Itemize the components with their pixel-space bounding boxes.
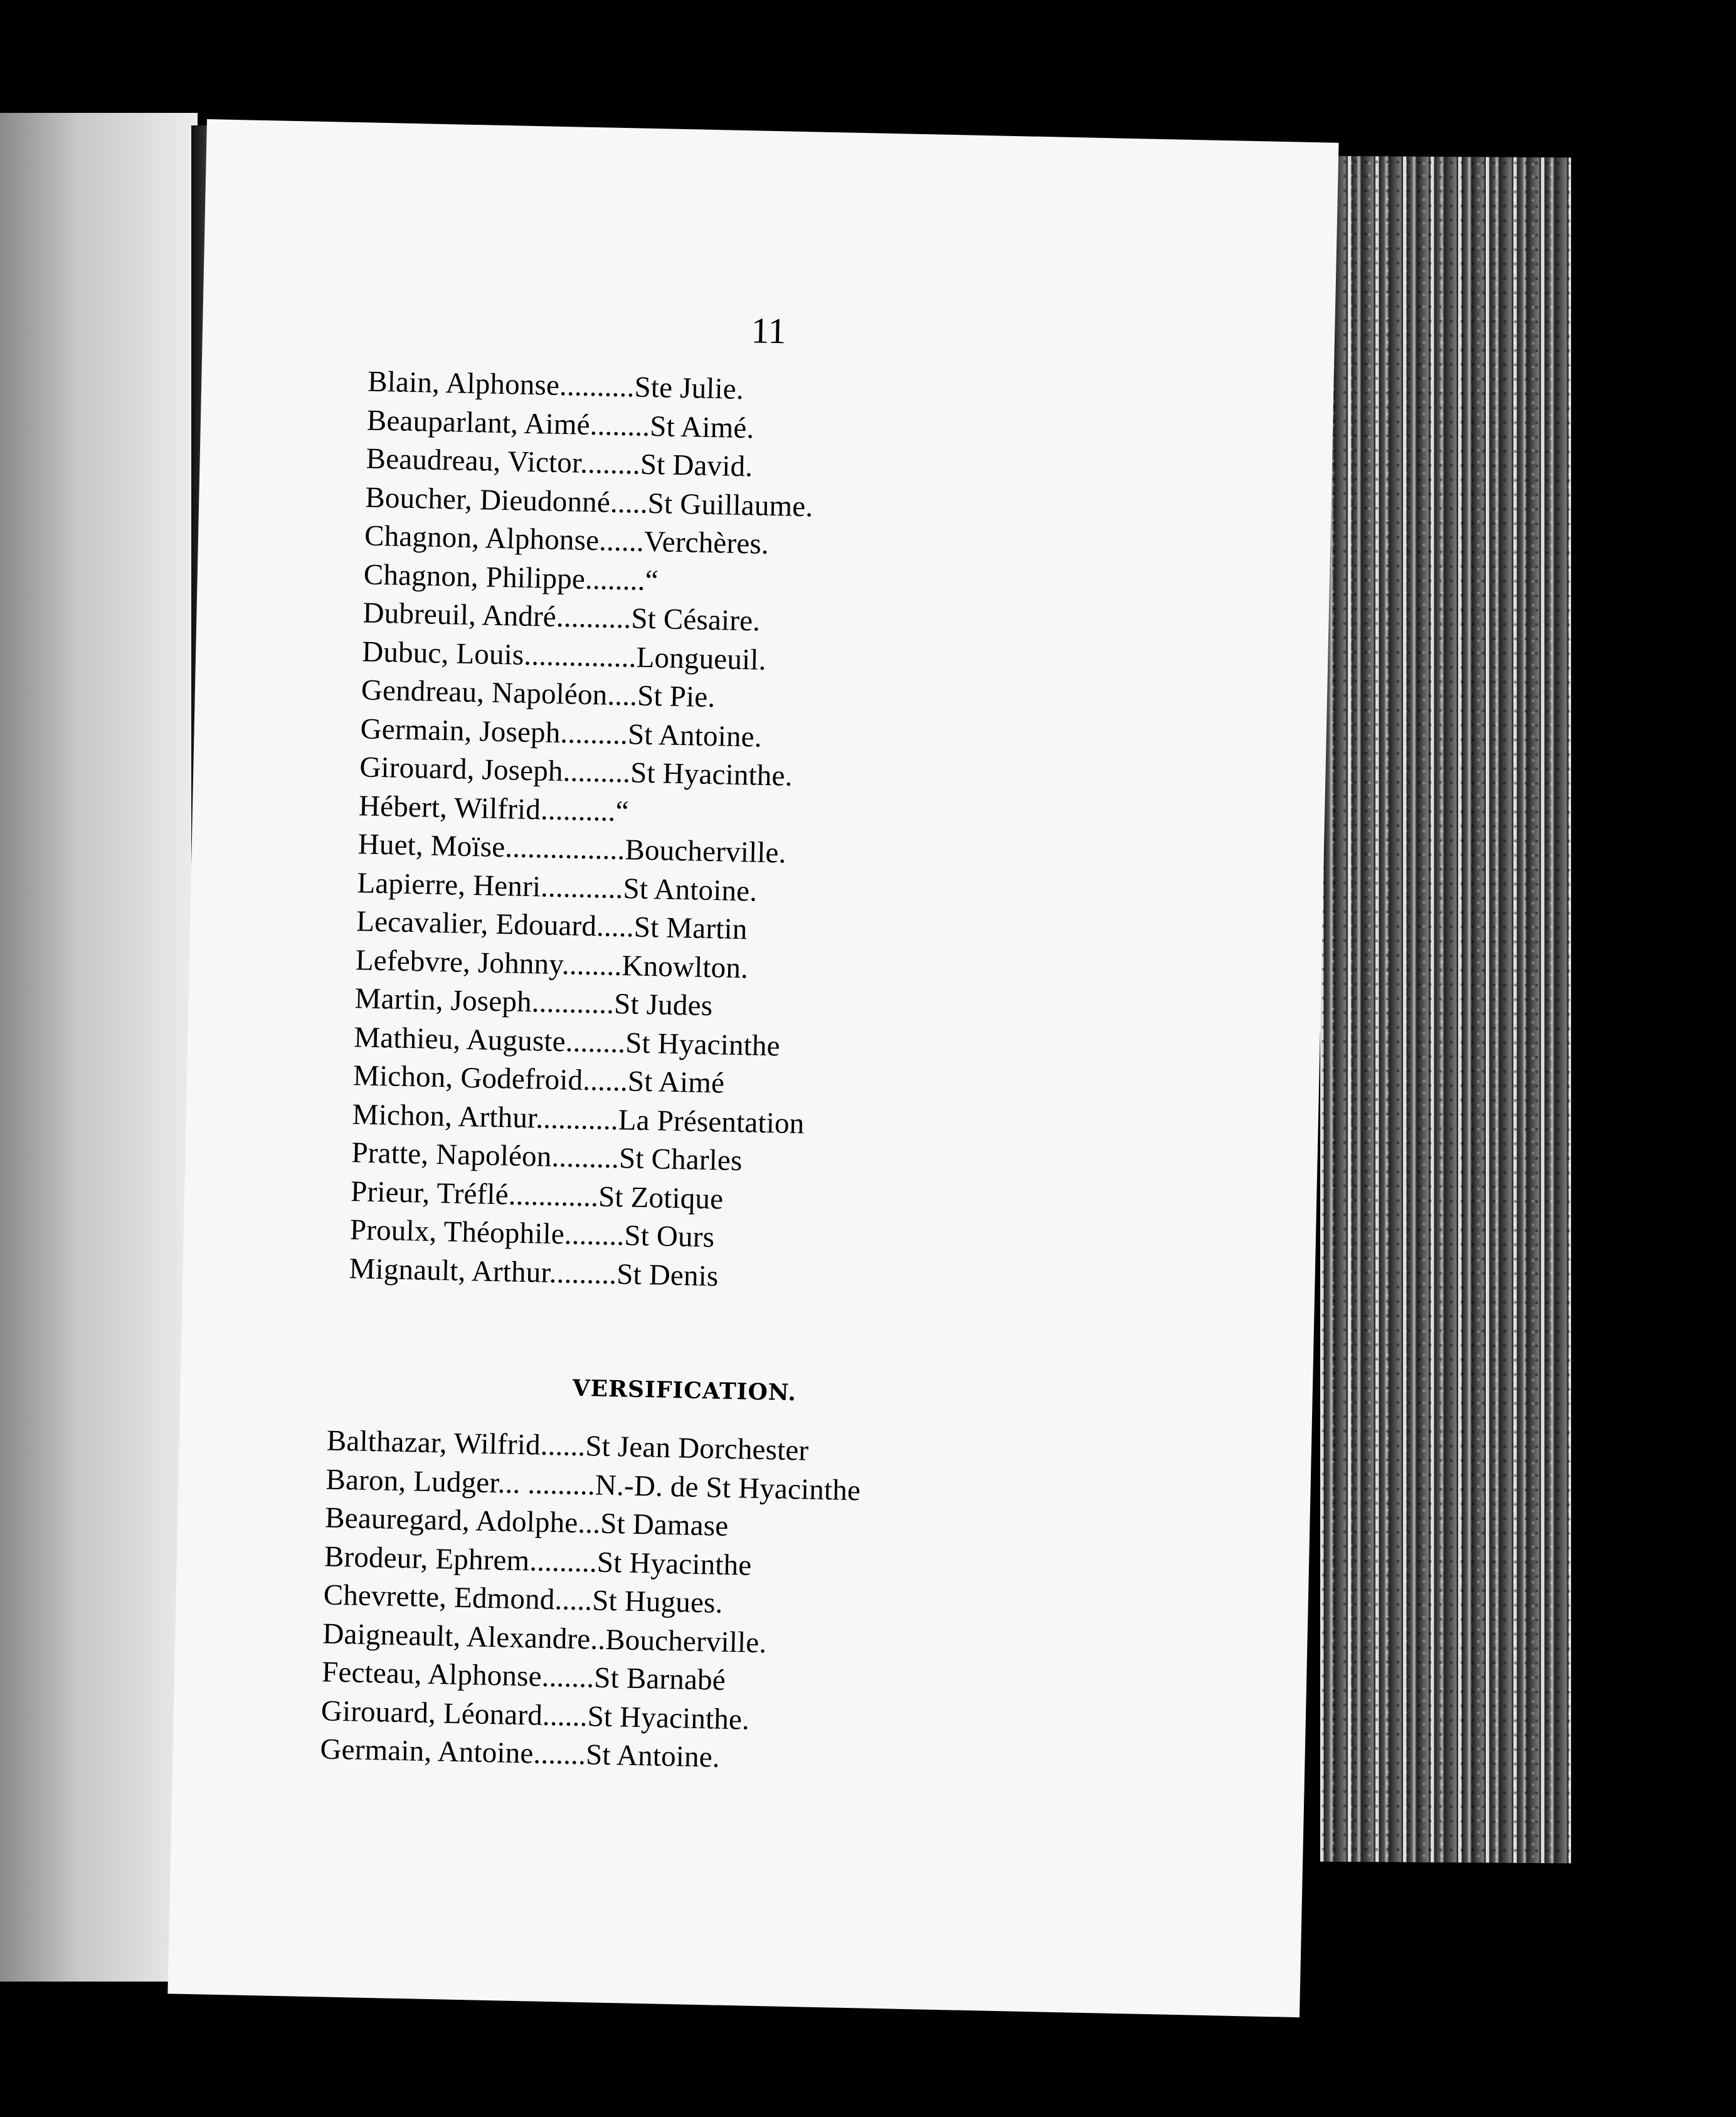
entry-place: St Hyacinthe: [625, 1026, 781, 1062]
list-entry: [324, 1539, 752, 1583]
entry-name: Blain, Alphonse: [367, 365, 560, 402]
entry-place: St Judes: [613, 987, 713, 1023]
list-entry: [353, 1058, 725, 1101]
entry-place: St Aimé.: [649, 409, 754, 445]
entry-dots: .....: [596, 910, 635, 944]
list-entry: [325, 1500, 729, 1543]
list-entry: [326, 1462, 861, 1508]
entry-place: St Zotique: [598, 1180, 724, 1216]
entry-dots: ..........: [540, 793, 617, 828]
entry-dots: .....: [554, 1583, 593, 1617]
list-entry: [357, 826, 786, 870]
entry-place: Longueuil.: [636, 641, 767, 677]
entry-name: Beauparlant, Aimé: [366, 403, 591, 441]
entry-name: Fecteau, Alphonse: [321, 1655, 542, 1693]
list-entry: [354, 981, 713, 1023]
entry-place: St Antoine.: [585, 1738, 721, 1774]
entry-name: Chagnon, Alphonse: [364, 519, 600, 557]
entry-dots: ......: [542, 1699, 588, 1733]
entry-place: St Ours: [623, 1219, 715, 1254]
entry-place: St Denis: [616, 1257, 719, 1292]
book-page: [167, 119, 1338, 2017]
entry-name: Baron, Ludger: [326, 1462, 499, 1499]
entry-dots: ........: [564, 1218, 625, 1252]
page-number: 11: [751, 310, 787, 352]
entry-dots: .........: [529, 1544, 598, 1579]
list-entry: [322, 1654, 726, 1697]
entry-place: St Damase: [600, 1507, 729, 1543]
entry-place: St Hyacinthe.: [587, 1699, 750, 1736]
entry-name: Dubreuil, André: [363, 596, 557, 633]
list-entry: [323, 1577, 723, 1620]
entry-place: St Jean Dorchester: [585, 1430, 809, 1467]
entry-name: Pratte, Napoléon: [351, 1136, 553, 1173]
list-entry: [351, 1135, 743, 1178]
list-entry: [364, 518, 770, 561]
entry-dots: ...........: [540, 870, 624, 905]
entry-dots: ..........: [556, 600, 632, 635]
entry-dots: ........: [565, 1025, 626, 1059]
entry-dots: ...............: [523, 638, 637, 674]
entry-place: St Antoine.: [623, 872, 758, 908]
entry-name: Boucher, Dieudonné: [364, 480, 611, 519]
entry-name: Michon, Godefroid: [352, 1059, 583, 1097]
entry-name: Girouard, Joseph: [359, 751, 564, 788]
entry-dots: ......: [598, 524, 645, 558]
entry-place: St Antoine.: [627, 717, 763, 754]
entry-place: St Pie.: [637, 679, 716, 714]
entry-name: Lecavalier, Edouard: [356, 905, 597, 943]
entry-dots: .........: [563, 755, 631, 789]
entry-place: St Barnabé: [593, 1661, 726, 1697]
list-entry: [320, 1731, 720, 1775]
list-entry: [365, 480, 813, 524]
list-entry: [361, 672, 716, 715]
list-entry: [352, 1097, 805, 1141]
entry-name: Brodeur, Ephrem: [324, 1539, 530, 1577]
entry-place: Boucherville.: [624, 833, 787, 870]
entry-name: Mignault, Arthur: [349, 1252, 550, 1289]
list-entry: [362, 634, 766, 677]
entry-dots: ... .........: [497, 1466, 596, 1501]
entry-place: Boucherville.: [605, 1623, 767, 1659]
entry-name: Germain, Antoine: [320, 1733, 534, 1770]
entry-dots: .........: [549, 1256, 617, 1291]
entry-name: Beauregard, Adolphe: [324, 1501, 578, 1539]
list-entry: [357, 865, 758, 909]
entry-place: Verchères.: [643, 525, 770, 561]
entry-name: Gendreau, Napoléon: [361, 673, 608, 712]
entry-place: St David.: [640, 448, 753, 483]
list-entry: [359, 788, 630, 829]
entry-name: Beaudreau, Victor: [366, 442, 581, 480]
entry-name: Martin, Joseph: [354, 982, 532, 1019]
list-entry: [320, 1693, 749, 1737]
entry-name: Chagnon, Philippe: [363, 557, 586, 596]
entry-place: St Guillaume.: [647, 487, 813, 523]
entry-name: Prieur, Tréflé: [350, 1175, 509, 1211]
entry-name: Chevrette, Edmond: [323, 1578, 556, 1617]
list-entry: [326, 1423, 809, 1468]
section-heading: VERSIFICATION.: [572, 1375, 797, 1407]
entry-name: Proulx, Théophile: [349, 1213, 565, 1251]
list-entry: [354, 1020, 781, 1064]
entry-place: St Césaire.: [630, 602, 761, 638]
list-entry: [366, 441, 753, 484]
entry-name: Girouard, Léonard: [320, 1694, 543, 1732]
entry-name: Hébert, Wilfrid: [358, 789, 541, 826]
entry-place: St Aimé: [627, 1065, 725, 1100]
entry-dots: ....: [606, 678, 638, 712]
entry-place: Knowlton.: [621, 949, 749, 985]
entry-name: Germain, Joseph: [360, 712, 561, 749]
entry-name: Michon, Arthur: [352, 1097, 536, 1134]
list-entry: [322, 1616, 767, 1660]
entry-name: Balthazar, Wilfrid: [326, 1424, 541, 1462]
entry-dots: ........: [580, 446, 641, 481]
entry-dots: ......: [582, 1064, 628, 1098]
entry-dots: ...........: [531, 986, 615, 1020]
entry-place: St Hyacinthe.: [630, 756, 793, 793]
list-entry: [363, 595, 761, 638]
list-entry: [349, 1251, 719, 1294]
entry-dots: .......: [532, 1737, 586, 1771]
entry-place: St Hyacinthe: [596, 1546, 752, 1582]
entry-dots: ........: [561, 948, 623, 982]
list-entry: [356, 904, 748, 947]
list-entry: [368, 364, 744, 407]
entry-dots: ......: [540, 1428, 586, 1463]
entry-place: St Martin: [633, 911, 748, 946]
entry-dots: ..........: [559, 369, 635, 404]
entry-dots: ...........: [535, 1101, 619, 1136]
entry-place: La Présentation: [618, 1103, 805, 1140]
entry-dots: ................: [504, 831, 626, 867]
entry-place: St Charles: [618, 1142, 743, 1178]
list-entry: [359, 749, 793, 793]
entry-name: Mathieu, Auguste: [353, 1020, 566, 1058]
left-page-edge: [0, 113, 198, 1982]
entry-dots: ............: [508, 1178, 599, 1213]
entry-place: St Hugues.: [591, 1584, 724, 1620]
entry-place: N.-D. de St Hyacinthe: [595, 1468, 861, 1507]
entry-dots: .........: [559, 716, 628, 751]
entry-name: Lapierre, Henri: [357, 866, 541, 903]
list-entry: [349, 1212, 714, 1255]
entry-dots: ........: [590, 408, 650, 443]
list-entry: [355, 942, 748, 986]
entry-place: “: [615, 795, 630, 828]
entry-name: Lefebvre, Johnny: [355, 943, 563, 981]
list-entry: [363, 557, 659, 598]
entry-place: Ste Julie.: [634, 371, 744, 406]
entry-dots: .........: [551, 1140, 620, 1175]
list-entry: [366, 403, 754, 446]
entry-dots: .......: [541, 1660, 595, 1694]
entry-place: “: [645, 564, 659, 597]
entry-dots: ..: [590, 1622, 606, 1656]
list-entry: [360, 711, 762, 754]
entry-name: Dubuc, Louis: [361, 635, 525, 672]
entry-dots: ........: [585, 562, 646, 597]
entry-name: Daigneault, Alexandre: [322, 1617, 591, 1655]
list-entry: [351, 1174, 724, 1217]
entry-dots: .....: [610, 486, 648, 520]
entry-dots: ...: [577, 1506, 601, 1540]
page-edges: [1320, 156, 1571, 1864]
entry-name: Huet, Moïse: [357, 828, 505, 864]
